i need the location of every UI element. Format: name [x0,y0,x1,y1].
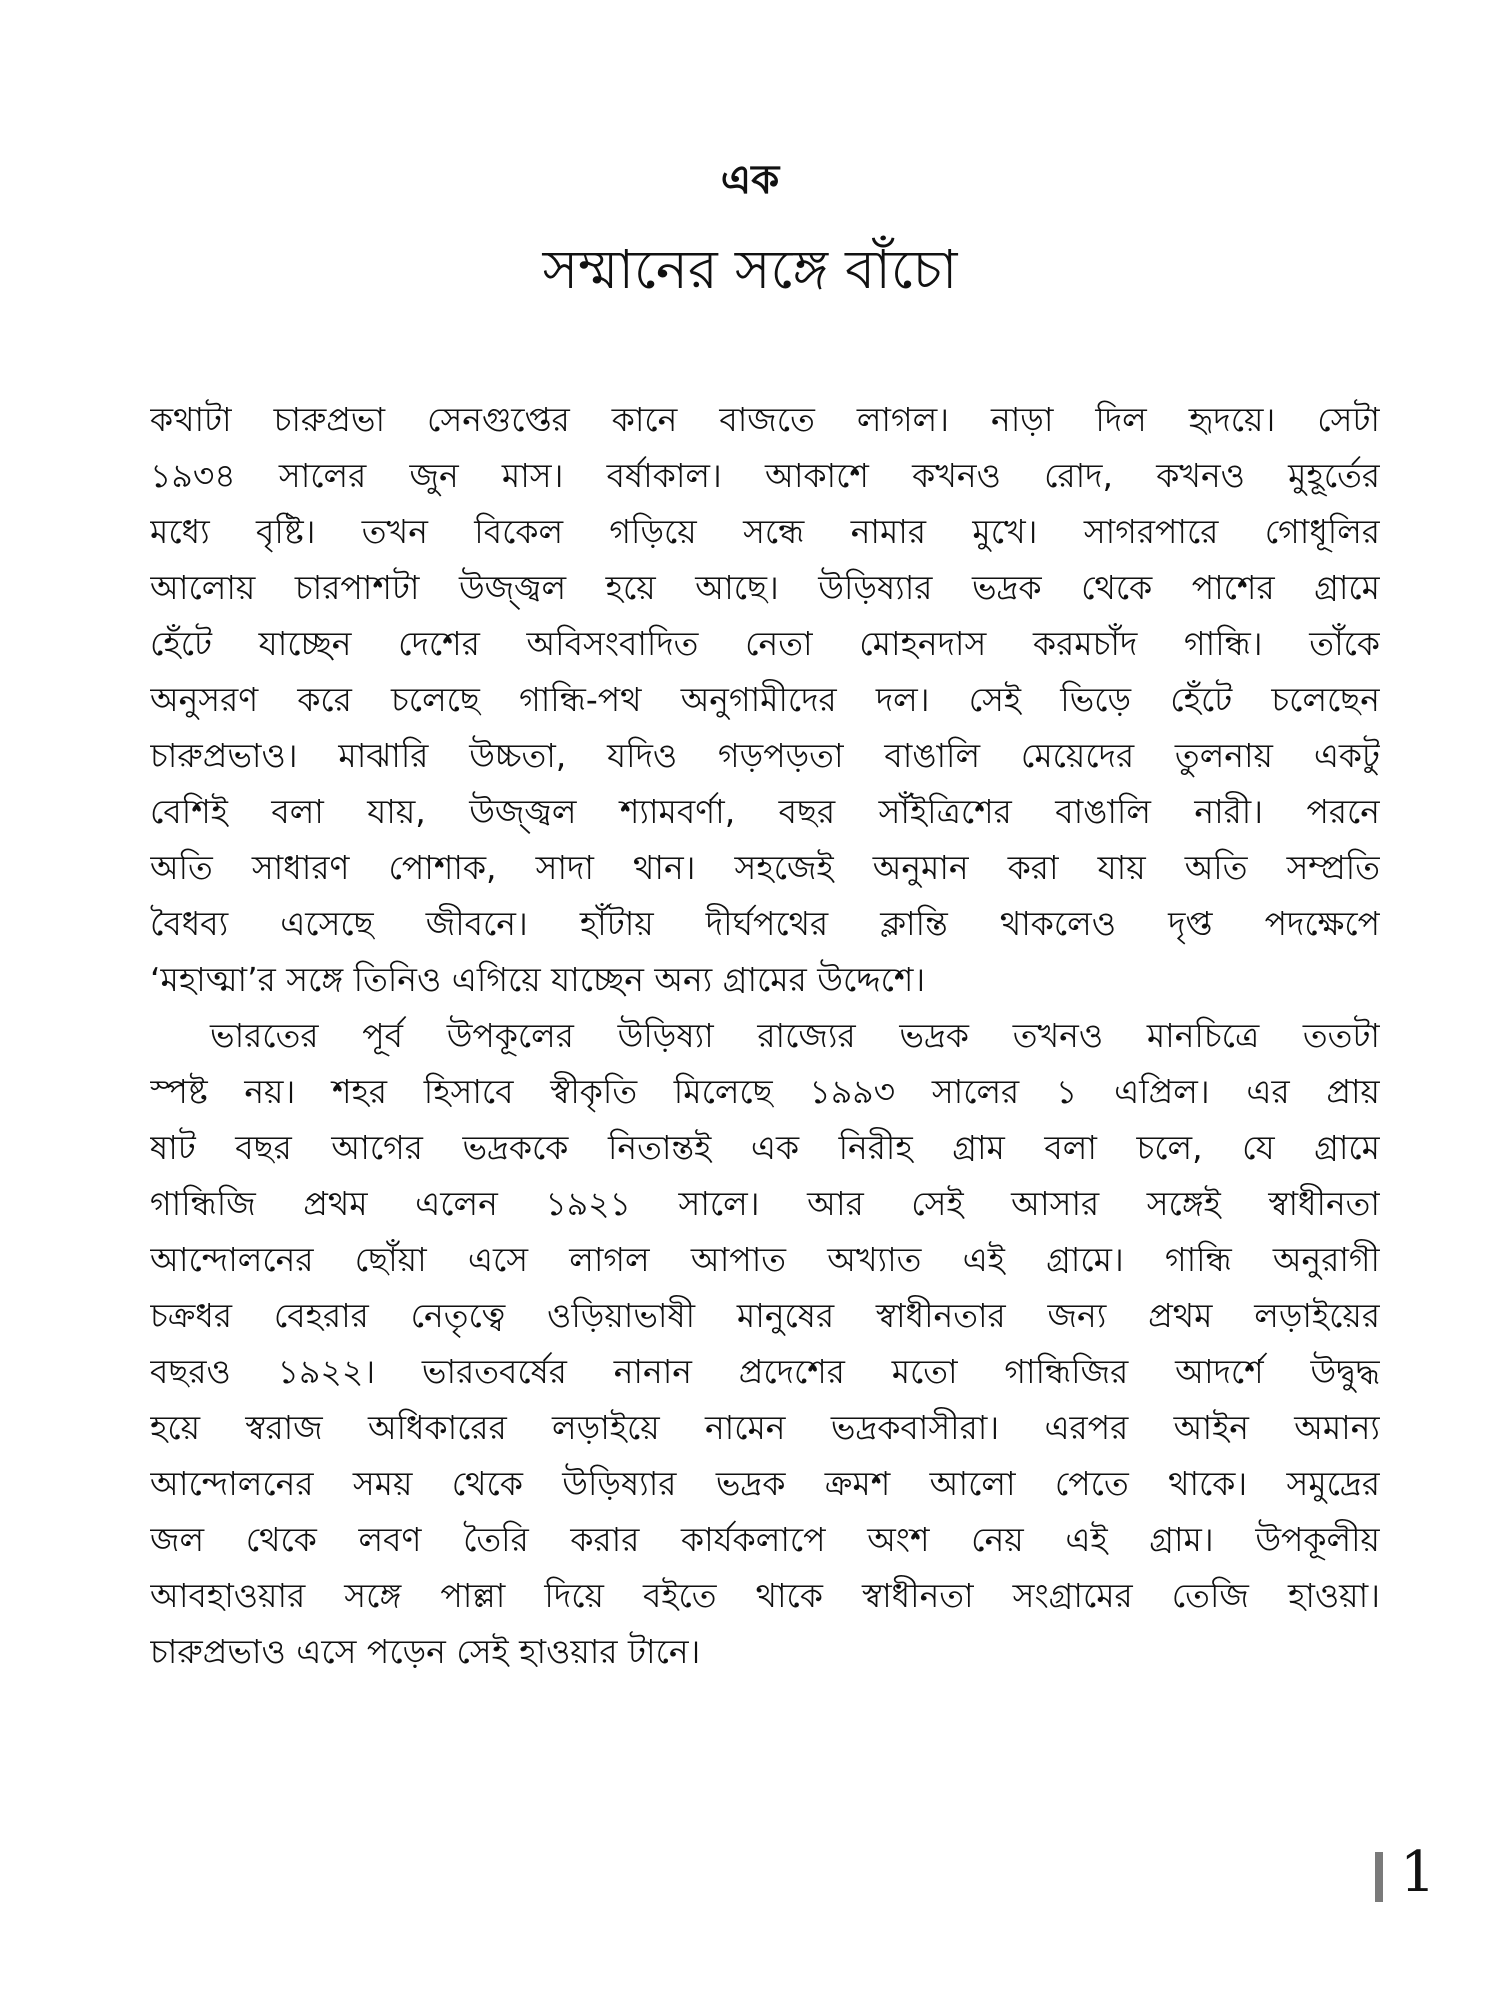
chapter-number: এক [720,157,780,203]
text-line: ‘মহাত্মা’র সঙ্গে তিনিও এগিয়ে যাচ্ছেন অন্য গ্রামের উদ্দেশে। [150,960,926,999]
text-line: বছরও ১৯২২। ভারতবর্ষের নানান প্রদেশের মতো গান্ধিজির আদর্শে উদ্বুদ্ধ [150,1352,1380,1391]
text-line: মধ্যে বৃষ্টি। তখন বিকেল গড়িয়ে সন্ধে নামার মুখে। সাগরপারে গোধূলির [150,512,1380,551]
text-line: অনুসরণ করে চলেছে গান্ধি-পথ অনুগামীদের দল। সেই ভিড়ে হেঁটে চলেছেন [150,680,1380,719]
text-line: ষাট বছর আগের ভদ্রককে নিতান্তই এক নিরীহ গ্রাম বলা চলে, যে গ্রামে [150,1128,1380,1167]
paragraph-2 [150,1008,1380,1680]
text-line: ১৯৩৪ সালের জুন মাস। বর্ষাকাল। আকাশে কখনও রোদ, কখনও মুহূর্তের [150,456,1380,495]
text-line: চারুপ্রভাও। মাঝারি উচ্চতা, যদিও গড়পড়তা বাঙালি মেয়েদের তুলনায় একটু [150,736,1380,775]
text-line: জল থেকে লবণ তৈরি করার কার্যকলাপে অংশ নেয় এই গ্রাম। উপকূলীয় [150,1520,1380,1559]
page-number: 1 [1400,1840,1436,1905]
text-line: বেশিই বলা যায়, উজ্জ্বল শ্যামবর্ণা, বছর সাঁইত্রিশের বাঙালি নারী। পরনে [150,792,1380,831]
text-line: হয়ে স্বরাজ অধিকারের লড়াইয়ে নামেন ভদ্রকবাসীরা। এরপর আইন অমান্য [150,1408,1380,1447]
text-line: আন্দোলনের সময় থেকে উড়িষ্যার ভদ্রক ক্রমশ আলো পেতে থাকে। সমুদ্রের [150,1464,1380,1503]
text-line: হেঁটে যাচ্ছেন দেশের অবিসংবাদিত নেতা মোহনদাস করমচাঁদ গান্ধি। তাঁকে [150,624,1380,663]
text-line: চারুপ্রভাও এসে পড়েন সেই হাওয়ার টানে। [150,1632,701,1671]
text-line: চক্রধর বেহরার নেতৃত্বে ওড়িয়াভাষী মানুষের স্বাধীনতার জন্য প্রথম লড়াইয়ের [150,1296,1380,1335]
text-line: কথাটা চারুপ্রভা সেনগুপ্তের কানে বাজতে লাগল। নাড়া দিল হৃদয়ে। সেটা [150,400,1380,439]
body-text [150,392,1380,1680]
text-line: স্পষ্ট নয়। শহর হিসাবে স্বীকৃতি মিলেছে ১৯৯৩ সালের ১ এপ্রিল। এর প্রায় [150,1072,1380,1111]
page-marker-bar [1375,1852,1383,1902]
text-line: আলোয় চারপাশটা উজ্জ্বল হয়ে আছে। উড়িষ্যার ভদ্রক থেকে পাশের গ্রামে [150,568,1380,607]
text-line: আন্দোলনের ছোঁয়া এসে লাগল আপাত অখ্যাত এই গ্রামে। গান্ধি অনুরাগী [150,1240,1380,1279]
chapter-title: সম্মানের সঙ্গে বাঁচো [542,238,958,301]
text-line: অতি সাধারণ পোশাক, সাদা থান। সহজেই অনুমান করা যায় অতি সম্প্রতি [150,848,1380,887]
text-line: আবহাওয়ার সঙ্গে পাল্লা দিয়ে বইতে থাকে স্বাধীনতা সংগ্রামের তেজি হাওয়া। [150,1576,1380,1615]
text-line: ভারতের পূর্ব উপকূলের উড়িষ্যা রাজ্যের ভদ্রক তখনও মানচিত্রে ততটা [210,1016,1380,1055]
paragraph-1 [150,392,1380,1008]
text-line: গান্ধিজি প্রথম এলেন ১৯২১ সালে। আর সেই আসার সঙ্গেই স্বাধীনতা [150,1184,1380,1223]
text-line: বৈধব্য এসেছে জীবনে। হাঁটায় দীর্ঘপথের ক্লান্তি থাকলেও দৃপ্ত পদক্ষেপে [150,904,1380,943]
